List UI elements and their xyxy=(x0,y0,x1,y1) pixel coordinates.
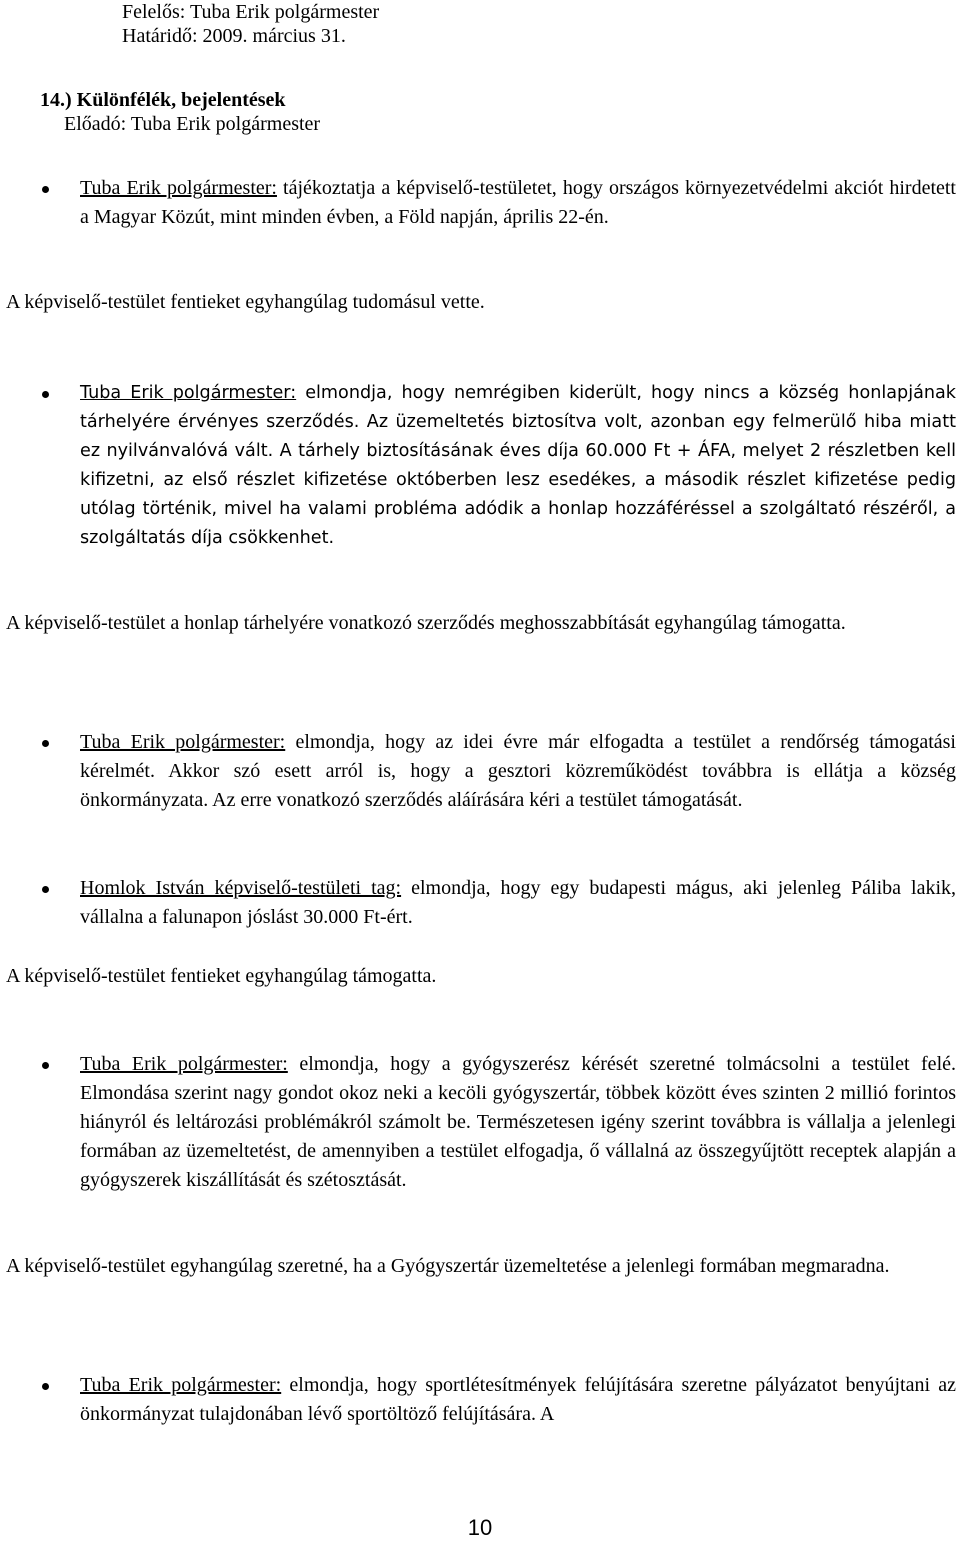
item-text: elmondja, hogy nemrégiben kiderült, hogy nincs a község honlapjának tárhelyére érvényes szerződés. Az üzemeltetés biztosítva volt, azonban egy felmerülő hiba miatt ez nyilvánvalóvá vált. A tárhely biztosításának éves díja 60.000 Ft + ÁFA, melyet 2 részletben kell kifizetni, az első részlet kifizetése októberben lesz esedékes, a második részlet kifizetése pedig utólag történik, mivel ha valami probléma adódik a honlap hozzáféréssel a szolgáltató részéről, a szolgáltatás díja csökkenhet. xyxy=(80,383,956,548)
bullet-dot xyxy=(42,391,49,398)
list-item xyxy=(80,379,956,553)
decision-text: A képviselő-testület fentieket egyhangúlag támogatta. xyxy=(6,965,437,987)
speaker-name: Tuba Erik polgármester: xyxy=(80,1053,288,1075)
decision-text: A képviselő-testület a honlap tárhelyére vonatkozó szerződés meghosszabbítását egyhangúlag támogatta. xyxy=(6,612,846,634)
bullet-dot xyxy=(42,886,49,893)
list-item xyxy=(80,874,956,932)
page-number: 10 xyxy=(467,1515,493,1540)
item-text: elmondja, hogy sportlétesítmények felújítására szeretne pályázatot benyújtani az önkormányzat tulajdonában lévő sportöltöző felújítására. A xyxy=(80,1374,956,1425)
bullet-dot xyxy=(42,1062,49,1069)
item-text: elmondja, hogy az idei évre már elfogadta a testület a rendőrség támogatási kérelmét. Akkor szó esett arról is, hogy a gesztori közreműködést továbbra is ellátja a község önkormányzata. Az erre vonatkozó szerződés aláírására kéri a testület támogatását. xyxy=(80,731,956,811)
section-header xyxy=(40,88,320,136)
bullet-dot xyxy=(42,740,49,747)
section-presenter: Előadó: Tuba Erik polgármester xyxy=(64,113,321,135)
speaker-name: Tuba Erik polgármester: xyxy=(80,731,286,753)
speaker-name: Tuba Erik polgármester: xyxy=(80,383,297,403)
header-block xyxy=(122,0,379,48)
speaker-name: Tuba Erik polgármester: xyxy=(80,1374,282,1396)
item-text: elmondja, hogy a gyógyszerész kérését szeretné tolmácsolni a testület felé. Elmondása szerint nagy gondot okoz neki a kecöli gyógyszertár, többek között éves szinten 2 millió forintos hiányról és leltározási problémákról számolt be. Természetesen igény szerint továbbra is vállalja a jelenlegi formában az üzemeltetést, de amennyiben a testület elfogadja, ő vállalná az összegyűjtött receptek alapján a gyógyszerek kiszállítását és szétosztását. xyxy=(80,1053,956,1191)
section-title: 14.) Különfélék, bejelentések xyxy=(40,89,286,111)
deadline-line: Határidő: 2009. március 31. xyxy=(122,25,346,47)
bullet-dot xyxy=(42,1383,49,1390)
speaker-name: Homlok István képviselő-testületi tag: xyxy=(80,877,402,899)
speaker-name: Tuba Erik polgármester: xyxy=(80,177,277,199)
responsible-line: Felelős: Tuba Erik polgármester xyxy=(122,1,380,23)
list-item xyxy=(80,1371,956,1429)
bullet-dot xyxy=(42,186,49,193)
decision-text: A képviselő-testület egyhangúlag szeretné, ha a Gyógyszertár üzemeltetése a jelenlegi formában megmaradna. xyxy=(6,1255,890,1277)
list-item xyxy=(80,1050,956,1195)
list-item xyxy=(80,728,956,815)
item-text: elmondja, hogy egy budapesti mágus, aki jelenleg Páliba lakik, vállalna a falunapon jóslást 30.000 Ft-ért. xyxy=(80,877,956,928)
decision-text: A képviselő-testület fentieket egyhangúlag tudomásul vette. xyxy=(6,291,485,313)
item-text: tájékoztatja a képviselő-testületet, hogy országos környezetvédelmi akciót hirdetett a Magyar Közút, mint minden évben, a Föld napján, április 22-én. xyxy=(80,177,956,228)
list-item xyxy=(80,174,956,232)
